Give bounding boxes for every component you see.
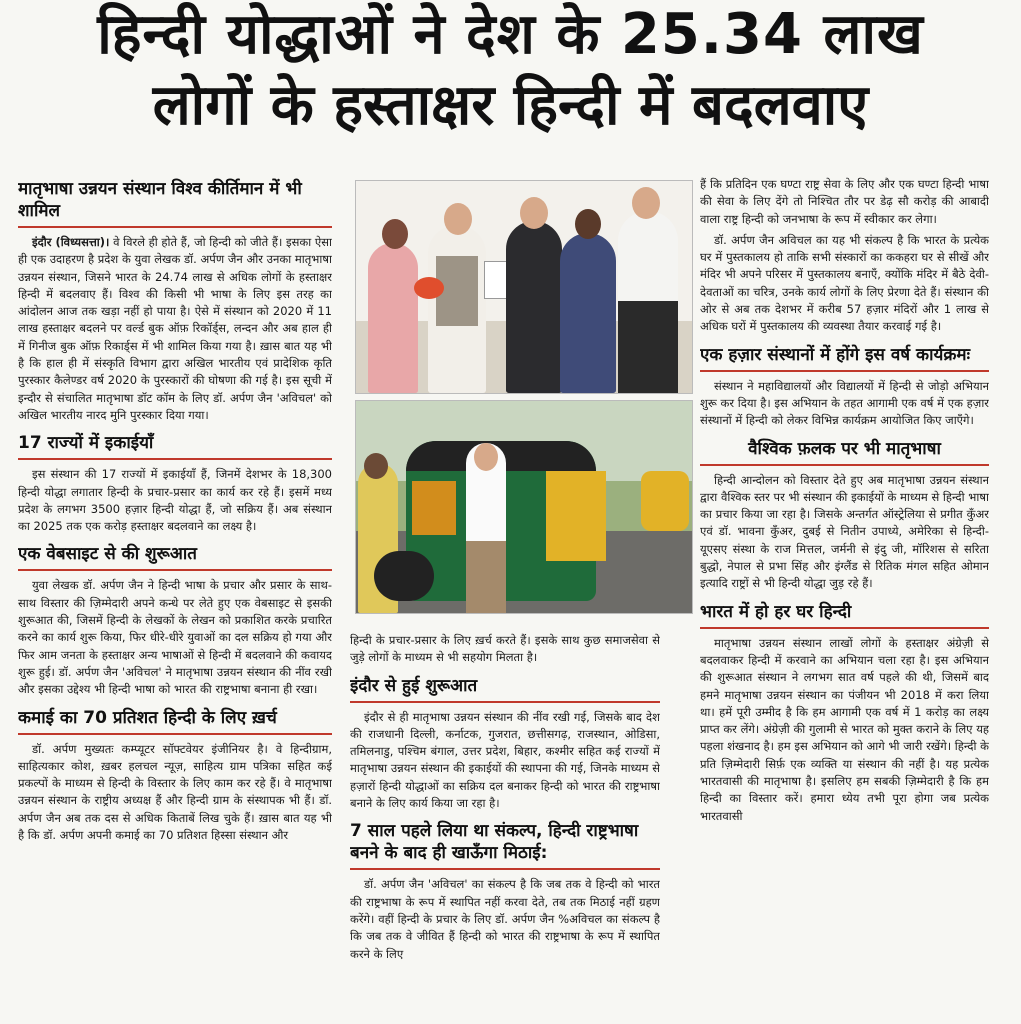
article-paragraph: डॉ. अर्पण जैन अविचल का यह भी संकल्प है कि भारत के प्रत्येक घर में पुस्तकालय हो ताकि सभी संस्कारों का ककहरा घर से सीखें और मंदिर भी अपने परिसर में पुस्तकालय बनाएँ, क्योंकि मंदिर में बैठे देवी-देवताओं का चरित्र, उनके कार्य लोगों के लिए प्रेरणा देते हैं। संस्थान की ओर से अब तक देशभर में करीब 57 हज़ार मंदिरों और 1 लाख से अधिक घरों में पुस्तकालय की व्यवस्था तैयार करवाई गई है।: [700, 232, 989, 334]
article-paragraph: डॉ. अर्पण मुख्यतः कम्प्यूटर सॉफ्टवेयर इंजीनियर है। वे हिन्दीग्राम, साहित्यकार कोश, ख़बर हलचल न्यूज़, साहित्य ग्राम पत्रिका सहित कई प्रकल्पों के माध्यम से हिन्दी के विस्तार के लिए काम कर रहे हैं। वे मातृभाषा उन्नयन संस्थान के राष्ट्रीय अध्यक्ष हैं और हिन्दी ग्राम के संस्थापक भी हैं। डॉ. अर्पण जैन अब तक दस से अधिक किताबें लिख चुके हैं। ख़ास बात यह भी है कि डॉ. अर्पण अपनी कमाई का 70 प्रतिशत हिस्सा संस्थान और: [18, 741, 332, 843]
photo-auto-rickshaw: [355, 400, 693, 614]
column-1: [18, 170, 332, 1024]
section-heading: भारत में हो हर घर हिन्दी: [700, 599, 989, 629]
article-paragraph: मातृभाषा उन्नयन संस्थान लाखों लोगों के हस्ताक्षर अंग्रेज़ी से बदलवाकर हिन्दी में करवाने का अभियान चला रहा है। इस अभियान की शुरूआत संस्थान ने लगभग सात वर्ष पहले की थी, जिसमें बाद हमने मातृभाषा उन्नयन संस्थान का पंजीयन भी 2018 में करा लिया था। हमें पूरी उम्मीद है कि हम आगामी एक वर्ष में 1 करोड़ का लक्ष्य प्राप्त कर लेंगे। अंग्रेज़ी की गुलामी से भारत को मुक्त कराने के लिए यह पहला शंखनाद है। हम इस अभियान को आगे भी जारी रखेंगे। हिन्दी के प्रति ज़िम्मेदारी सिर्फ़ एक व्यक्ति या संस्थान की नहीं है। यह प्रत्येक भारतवासी की मातृभाषा है। इसलिए हम सबकी ज़िम्मेदारी है कि हम हिन्दी का विस्तार करें। हमारा ध्येय तभी पूरा होगा जब प्रत्येक भारतवासी: [700, 635, 989, 823]
article-paragraph: इंदौर (विध्यसत्ता)। वे विरले ही होते हैं, जो हिन्दी को जीते हैं। इसका ऐसा ही एक उदाहरण है प्रदेश के युवा लेखक डॉ. अर्पण जैन और उनका मातृभाषा उन्नयन संस्थान, जिसने भारत के 24.74 लाख से अधिक लोगों के हस्ताक्षर हिन्दी में बदलवाए हैं। विश्व की किसी भी भाषा के लिए इस तरह का आंदोलन आज तक खड़ा नहीं हो पाया है। ऐसे में संस्थान को 2020 में 11 लाख हस्ताक्षर बदलने पर वर्ल्ड बुक ऑफ़ रिकॉर्ड्स, लन्दन और अब हाल ही में गिनीज बुक ऑफ़ रिकार्ड्स में भी शामिल किया गया है। ख़ास बात यह भी है कि हाल ही में संस्कृति विभाग द्वारा अखिल भारतीय एवं प्रादेशिक कृति पुरस्कार कैलेण्डर वर्ष 2020 के पुरस्कारों की घोषणा की गई है। इस सूची में इन्दौर से संचालित मातृभाषा डॉट कॉम के लिए डॉ. अर्पण जैन 'अविचल' को अखिल भारतीय नारद मुनि पुरस्कार दिया गया।: [18, 235, 332, 422]
article-paragraph: डॉ. अर्पण जैन 'अविचल' का संकल्प है कि जब तक वे हिन्दी को भारत की राष्ट्रभाषा के रूप में स्थापित नहीं करवा देते, तब तक मिठाई नहीं ग्रहण करेंगे। वहीं हिन्दी के प्रचार के लिए डॉ. अर्पण जैन %अविचल का संकल्प है कि जब तक वे जीवित हैं हिन्दी को भारत की राष्ट्रभाषा के रूप में स्थापित करने के लिए: [350, 877, 660, 961]
article-paragraph: युवा लेखक डॉ. अर्पण जैन ने हिन्दी भाषा के प्रचार और प्रसार के साथ-साथ विस्तार की ज़िम्मेदारी अपने कन्धे पर लेते हुए एक वेबसाइट से इसकी शुरूआत की, जिसमें हिन्दी के लेखकों के लेखन को प्रकाशित करके प्रचारित करने का कार्य शुरू किया, फिर धीरे-धीरे युवाओं का दल सक्रिय हो गया और फिर आम जनता के हस्ताक्षर अन्य भाषाओं से हिन्दी में बदलवाने की कवायद शुरू हुई। डॉ. अर्पण जैन 'अविचल' ने मातृभाषा उन्नयन संस्थान की नींव रखी और इसका उद्देश्य भी हिन्दी भाषा को भारत की राष्ट्रभाषा बनाना ही रखा।: [18, 578, 332, 697]
section-heading: एक हज़ार संस्थानों में होंगे इस वर्ष कार्यक्रमः: [700, 342, 989, 372]
article-paragraph: हैं कि प्रतिदिन एक घण्टा राष्ट्र सेवा के लिए और एक घण्टा हिन्दी भाषा की सेवा के लिए देंगे तो निश्चित तौर पर डेढ़ सौ करोड़ की आबादी वाला राष्ट्र हिन्दी को जनभाषा के रूप में स्वीकार कर लेगा।: [700, 177, 989, 226]
section-heading: इंदौर से हुई शुरूआत: [350, 673, 660, 703]
article-paragraph: हिन्दी आन्दोलन को विस्तार देते हुए अब मातृभाषा उन्नयन संस्थान द्वारा वैश्विक स्तर पर भी संस्थान की इकाईयों के माध्यम से हिन्दी भाषा का प्रचार किया जा रहा है। जिसके अन्तर्गत ऑस्ट्रेलिया से प्रगीत कुँअर एवं डॉ. भावना कुँअर, दुबई से नितीन उपाध्ये, अमेरिका से हिन्दी-यूएसए संस्था के राज मित्तल, जर्मनी से इंदु जी, मॉरिशस से सरिता बुद्धो, नेपाल से प्रभा सिंह और इंग्लैंड से रितिक मंगल सहित ओमान इत्यादि राष्ट्रों से भी हिन्दी योद्धा जुड़ रहे हैं।: [700, 472, 989, 591]
photo-group-presentation: [355, 180, 693, 394]
column-3: [700, 176, 989, 1024]
section-heading: कमाई का 70 प्रतिशत हिन्दी के लिए ख़र्च: [18, 705, 332, 735]
column-2: [350, 632, 660, 1024]
section-heading: एक वेबसाइट से की शुरूआत: [18, 541, 332, 571]
section-heading: मातृभाषा उन्नयन संस्थान विश्व कीर्तिमान में भी शामिल: [18, 176, 332, 228]
headline-line-2: लोगों के हस्ताक्षर हिन्दी में बदलवाए: [152, 73, 869, 138]
article-paragraph: इस संस्थान की 17 राज्यों में इकाईयाँ हैं, जिनमें देशभर के 18,300 हिन्दी योद्धा लगातार हिन्दी के प्रचार-प्रसार का कार्य कर रहे हैं। इसमें मध्य प्रदेश के लगभग 3500 हज़ार हिन्दी योद्धा हैं, जो सक्रिय हैं। अब संस्थान का 2025 तक एक करोड़ हस्ताक्षर बदलवाने का लक्ष्य है।: [18, 467, 332, 534]
section-heading: 17 राज्यों में इकाईयाँ: [18, 430, 332, 460]
dateline: इंदौर (विध्यसत्ता)।: [32, 235, 110, 249]
article-paragraph: हिन्दी के प्रचार-प्रसार के लिए ख़र्च करते हैं। इसके साथ कुछ समाजसेवा से जुड़े लोगों के माध्यम से भी सहयोग मिलता है।: [350, 633, 660, 665]
headline: [0, 0, 1021, 142]
article-paragraph: इंदौर से ही मातृभाषा उन्नयन संस्थान की नींव रखी गई, जिसके बाद देश की राजधानी दिल्ली, कर्नाटक, गुजरात, छत्तीसगढ़, राजस्थान, ओडिसा, तमिलनाडु, पश्चिम बंगाल, उत्तर प्रदेश, बिहार, कश्मीर सहित कई राज्यों में मातृभाषा उन्नयन संस्थान की इकाईयों की स्थापना की गई, जिनके माध्यम से हज़ारों हिन्दी योद्धाओं का सक्रिय दल बनाकर हिन्दी को भारत की राष्ट्रभाषा बनाने के लिए कार्य किया जा रहा है।: [350, 709, 660, 811]
article-paragraph: संस्थान ने महाविद्यालयों और विद्यालयों में हिन्दी से जोड़ो अभियान शुरू कर दिया है। इस अभियान के तहत आगामी एक वर्ष में एक हज़ार संस्थानों में हिन्दी को लेकर विभिन्न कार्यक्रम आयोजित किए जाएँगे।: [700, 378, 989, 428]
headline-line-1: हिन्दी योद्धाओं ने देश के 25.34 लाख: [97, 2, 924, 67]
section-heading: वैश्विक फ़लक पर भी मातृभाषा: [700, 436, 989, 466]
section-heading: 7 साल पहले लिया था संकल्प, हिन्दी राष्ट्रभाषा बनने के बाद ही खाऊँगा मिठाई:: [350, 818, 660, 870]
